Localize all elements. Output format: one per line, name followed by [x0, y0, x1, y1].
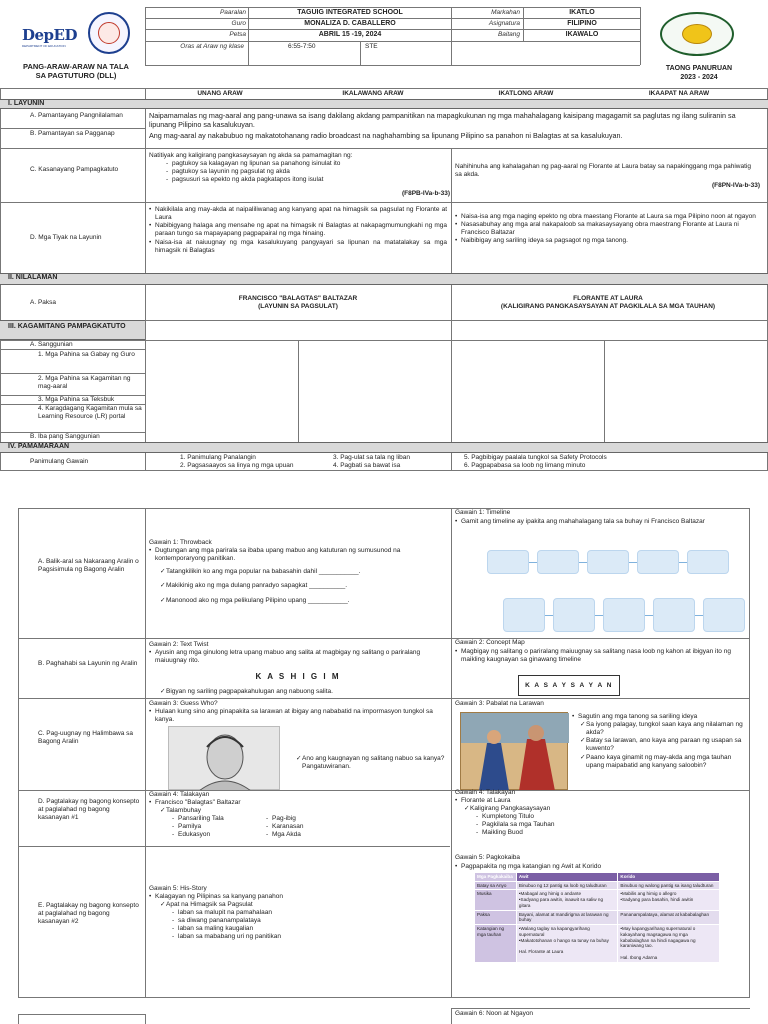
paksa-right-1: FLORANTE AT LAURA [573, 295, 643, 302]
g2-intro [149, 649, 439, 665]
deped-logo-sub: DEPARTMENT OF EDUCATION [22, 43, 66, 48]
petsa-value: ABRIL 15 -19, 2024 [318, 31, 382, 38]
panimula-item: 3. Pag-ulat sa tala ng liban [333, 454, 410, 461]
g5-list [172, 909, 372, 942]
portrait-sketch-icon [169, 727, 281, 791]
table-cell: Batay sa Anyo [475, 881, 517, 890]
panimula-item: 1. Panimulang Panalangin [180, 454, 256, 461]
g1-list [160, 565, 440, 608]
g5-sub-text: • Kalagayan ng Pilipinas sa kanyang panahon [149, 893, 439, 901]
table-cell: Pananampalataya, alamat at kababalaghan [618, 910, 720, 924]
c-left-intro: Natitiyak ang kaligirang pangkasaysayan ng akda sa pamamagitan ng: [149, 152, 353, 159]
r1-title: Gawain 1: Timeline [455, 509, 511, 516]
taon-label: TAONG PANURUAN [665, 65, 733, 72]
guro-label: Guro [231, 20, 246, 27]
dll-page-3 [0, 1008, 768, 1024]
table-row [475, 910, 720, 924]
timeline-box [537, 550, 579, 574]
r2-title: Gawain 2: Concept Map [455, 639, 525, 646]
r2-intro-text: • Magbigay ng salitang o pariralang maiuugnay sa salitang nasa loob ng kahon at ibigyan ito ng maikling kaugnayan sa ginawang timeline [455, 648, 745, 664]
g4-col1-item: - Edukasyon [172, 831, 262, 839]
r3-intro-text: • Sagutin ang mga tanong sa sariling ideya [572, 713, 748, 721]
taon-value: 2023 - 2024 [680, 74, 718, 81]
row-b-label: B. Pamantayan sa Pagganap [30, 130, 115, 137]
g5-check-text: ✓ Apat na Himagsik sa Pagsulat [160, 901, 360, 909]
r5-sub-text: • Pagpapakita ng mga katangian ng Awit at Korido [455, 863, 745, 871]
r1-intro-text: • Gamit ang timeline ay ipakita ang mahahalagang tala sa buhay ni Francisco Baltazar [455, 518, 745, 526]
p2-b-label: B. Paghahabi sa Layunin ng Aralin [38, 660, 138, 667]
g4-title: Gawain 4: Talakayan [149, 791, 210, 798]
g3-intro [149, 708, 439, 724]
table-cell: Awit [516, 873, 618, 882]
paksa-left-1: FRANCISCO "BALAGTAS" BALTAZAR [238, 295, 358, 302]
timeline-box [653, 598, 695, 632]
timeline-arrow-icon [679, 562, 687, 563]
r4-sub [455, 797, 745, 805]
c-left-item: - pagsusuri sa epekto ng akda pagkatapos itong isulat [166, 176, 446, 184]
r3-item: ✓ Batay sa larawan, ano kaya ang paraan ng usapan sa kuwento? [580, 737, 748, 753]
row-a-label: A. Pamantayang Pangnilalaman [30, 112, 123, 119]
timeline-arrow-icon [579, 562, 587, 563]
c-left-list [166, 160, 446, 184]
timeline-arrow-icon [595, 615, 603, 616]
r2-word: K A S A Y S A Y A N [525, 682, 613, 689]
dll-title-line1: PANG-ARAW-ARAW NA TALA [23, 62, 129, 71]
g5-item: - laban sa maling kaugalian [172, 925, 372, 933]
g3-question-text: ✓ Ano ang kaugnayan ng salitang nabuo sa kanya? Pangatuwiranan. [296, 755, 446, 771]
row-c-label: C. Kasanayang Pampagkatuto [30, 166, 119, 173]
day-2: IKALAWANG ARAW [342, 90, 404, 97]
table-cell: Musika [475, 890, 517, 910]
r4-item: - Maikling Buod [476, 829, 656, 837]
g4-col1-item: - Pansariling Tala [172, 815, 262, 823]
r3-title: Gawain 3: Pabalat na Larawan [455, 700, 544, 707]
g4-col2-item: - Karanasan [266, 823, 356, 831]
guro-value: MONALIZA D. CABALLERO [304, 20, 396, 27]
timeline-arrow-icon [629, 562, 637, 563]
panimula-item: 2. Pagsasaayos sa linya ng mga upuan [180, 462, 294, 469]
awit-korido-table [474, 872, 720, 963]
panimula-item: 6. Pagpapabasa sa loob ng limang minuto [464, 462, 586, 469]
r4-sub-text: • Florante at Laura [455, 797, 745, 805]
table-cell: Mga Pagkakaiba [475, 873, 517, 882]
deped-logo-text: DepED [22, 26, 77, 44]
florante-laura-cover [460, 712, 568, 790]
iba-label: B. Iba pang Sanggunian [30, 433, 100, 440]
table-cell: •Walang taglay na kapangyarihang supernatural •Makatotohanan o hango sa tunay na buhay Hal. Florante at Laura [516, 925, 618, 962]
g4-col2-item: - Pag-ibig [266, 815, 356, 823]
dll-page-2 [0, 508, 768, 998]
d-left-item: • Naisa-isa at naiuugnay ng mga kasalukuyang pangyayari sa lipunan na matatalakay sa mga himagsik ni Balagtas [149, 239, 447, 255]
section-kagamitan: III. KAGAMITANG PAMPAGKATUTO [0, 320, 145, 340]
table-cell: •Mabilis ang himig o allegro •Sadyang para basahin, hindi awitin [618, 890, 720, 910]
panimula-label: Panimulang Gawain [30, 458, 89, 465]
g1-item: ✓ Makikinig ako ng mga dulang panradyo sapagkat __________. [160, 579, 440, 593]
d-right-list [455, 213, 757, 246]
deped-seal-icon [88, 12, 130, 54]
g5-sub [149, 893, 439, 901]
p2-d-label: D. Pagtalakay ng bagong konsepto at paglalahad ng bagong kasanayan #1 [38, 798, 140, 822]
g2-check-text: ✓ Bigyan ng sariling pagpapakahulugan ang nabuong salita. [160, 688, 440, 696]
balagtas-portrait [168, 726, 280, 790]
g4-check [160, 807, 360, 815]
d-left-item: • Nabibigyang halaga ang mensahe ng apat na himagsik ni Balagtas at nakapagmumungkahi ng mga paraan tungo sa mapayapang pagpapairal ng mga hinaing. [149, 222, 447, 238]
g5-item: - sa diwang pananampalataya [172, 917, 372, 925]
d-right-item: • Nasasabuhay ang mga aral nakapaloob sa makasaysayang obra maestrang Florante at Laura ni Francisco Baltazar [455, 221, 757, 237]
row-b-text: Ang mag-aaral ay nakabubuo ng makatotohanang radio broadcast na naghahambing sa lipunang Pilipino sa panahon ni Balagtas at sa kasalukuyan. [149, 131, 623, 140]
g4-col2-item: - Mga Akda [266, 831, 356, 839]
p2-c-label: C. Pag-uugnay ng Halimbawa sa Bagong Aralin [38, 730, 134, 746]
table-row [475, 873, 720, 882]
g1-item: ✓ Manonood ako ng mga pelikulang Pilipino upang ___________. [160, 594, 440, 608]
baitang-label: Baitang [497, 31, 520, 38]
paksa-right-2: (KALIGIRANG PANGKASAYSAYAN AT PAGKILALA SA MGA TAUHAN) [500, 303, 716, 310]
school-seal-icon [660, 12, 734, 56]
g4-sub [149, 799, 439, 807]
paksa-left-2: (LAYUNIN SA PAGSULAT) [258, 303, 338, 310]
c-left-code: (F8PB-IVa-b-33) [401, 190, 450, 197]
row-d-label: D. Mga Tiyak na Layunin [30, 234, 102, 241]
r4-item: - Pagkilala sa mga Tauhan [476, 821, 656, 829]
g4-check-text: ✓ Talambuhay [160, 807, 360, 815]
d-left-list [149, 206, 447, 255]
dll-page-1 [0, 0, 768, 478]
paksa-label: A. Paksa [30, 299, 57, 306]
r3-item: ✓ Sa iyong palagay, tungkol saan kaya ang nilalaman ng akda? [580, 721, 748, 737]
section-layunin: I. LAYUNIN [0, 99, 768, 109]
oras-label: Oras at Araw ng klase [180, 43, 244, 50]
g1-item: ✓ Tatangkilikin ko ang mga popular na babasahin dahil ___________. [160, 565, 440, 579]
timeline-box [603, 598, 645, 632]
day-1: UNANG ARAW [197, 90, 243, 97]
r3-intro [572, 713, 748, 721]
panimula-item: 4. Pagbati sa bawat isa [333, 462, 401, 469]
r4-check-text: ✓ Kaligirang Pangkasaysayan [464, 805, 664, 813]
table-cell: •May kapangyarihang supernatural o kakayahang magsagawa ng mga kababalaghan na hindi nagagawa ng karaniwang tao. Hal. Ibong Adarna [618, 925, 720, 962]
timeline-box [637, 550, 679, 574]
day-4: IKAAPAT NA ARAW [648, 90, 710, 97]
table-cell: Binubuo ng 12 pantig sa loob ng taludturan [516, 881, 618, 890]
teksbuk-label: 3. Mga Pahina sa Teksbuk [38, 396, 115, 403]
section-pamamaraan: IV. PAMAMARAAN [0, 442, 768, 453]
g4-col2 [266, 815, 356, 839]
d-left-item: • Nakikilala ang may-akda at naipaliliwanag ang kanyang apat na himagsik sa pagsulat ng Florante at Laura [149, 206, 447, 222]
page-gap [0, 478, 768, 508]
g6-title: Gawain 6: Noon at Ngayon [455, 1010, 534, 1017]
c-left-item: - pagtukoy sa kalagayan ng lipunan sa panahong isinulat ito [166, 160, 446, 168]
g3-question [296, 755, 446, 771]
g3-intro-text: • Hulaan kung sino ang pinapakita sa larawan at ibigay ang nababatid na impormasyon tungkol sa kanya. [149, 708, 439, 724]
section-nilalaman: II. NILALAMAN [0, 273, 768, 285]
dll-title-line2: SA PAGTUTURO (DLL) [35, 71, 117, 80]
asignatura-value: FILIPINO [567, 20, 597, 27]
g1-intro [149, 547, 429, 563]
c-right-code: (F8PN-IVa-b-33) [711, 182, 760, 189]
g5-title: Gawain 5: His-Story [149, 885, 207, 892]
g4-sub-text: • Francisco "Balagtas" Baltazar [149, 799, 439, 807]
r5-title: Gawain 5: Pagkokaiba [455, 854, 521, 861]
g3-title: Gawain 3: Guess Who? [149, 700, 218, 707]
d-right-item: • Naibibigay ang sariling ideya sa pagsagot ng mga tanong. [455, 237, 757, 245]
g1-title: Gawain 1: Throwback [149, 539, 212, 546]
row-a-text: Naipamamalas ng mag-aaral ang pang-unawa sa isang dakilang akdang pampanitikan na mapagkukunan ng mga mahahalagang kaisipang magagamit sa paglutas ng ilang suliranin sa lipunang Pilipino sa kasalukuyan. [149, 111, 736, 129]
g5-check [160, 901, 360, 909]
seksyon-value: STE [365, 43, 378, 50]
baitang-value: IKAWALO [565, 31, 599, 38]
table-cell: Bayani, alamat at mandirigma at larawan ng buhay [516, 910, 618, 924]
c-right-text: Nahihinuha ang kahalagahan ng pag-aaral ng Florante at Laura batay sa napakinggang mga pahiwatig sa akda. [455, 163, 751, 179]
oras-value: 6:55-7:50 [288, 43, 316, 50]
day-3: IKATLONG ARAW [498, 90, 554, 97]
paaralan-value: TAGUIG INTEGRATED SCHOOL [297, 9, 403, 16]
karagdagang-label: 4. Karagdagang Kagamitan mula sa Learning Resource (LR) portal [38, 405, 142, 421]
r4-check [464, 805, 664, 813]
deped-logo [22, 26, 82, 48]
g1-intro-text: • Dugtungan ang mga parirala sa ibaba upang mabuo ang katuturan ng sumusunod na kontemporaryong panitikan. [149, 547, 429, 563]
table-row [475, 890, 720, 910]
timeline-box [487, 550, 529, 574]
table-row [475, 881, 720, 890]
table-cell: Paksa [475, 910, 517, 924]
timeline-box [687, 550, 729, 574]
petsa-label: Petsa [229, 31, 246, 38]
timeline-arrow-icon [695, 615, 703, 616]
c-left-item: - pagtukoy sa layunin ng pagsulat ng akda [166, 168, 446, 176]
markahan-value: IKATLO [569, 9, 595, 16]
asignatura-label: Asignatura [488, 20, 520, 27]
g4-col1-item: - Pamilya [172, 823, 262, 831]
d-right-item: • Naisa-isa ang mga naging epekto ng obra maestang Florante at Laura sa mga Pilipino noon at ngayon [455, 213, 757, 221]
paaralan-label: Paaralan [219, 9, 246, 16]
table-row [475, 925, 720, 962]
g2-check [160, 688, 440, 696]
r5-sub [455, 863, 745, 871]
timeline-box [553, 598, 595, 632]
r3-list [580, 721, 748, 770]
table-cell: •Mabagal ang himig o andante •Sadyang para awitin, inaawit sa saliw ng gitara [516, 890, 618, 910]
sanggunian-label: A. Sanggunian [30, 341, 73, 348]
r1-intro [455, 518, 745, 526]
r4-item: - Kumpletong Titulo [476, 813, 656, 821]
cover-painting-icon [461, 713, 569, 791]
g2-word: K A S H I G I M [255, 672, 341, 681]
r2-intro [455, 648, 745, 664]
g2-title: Gawain 2: Text Twist [149, 641, 209, 648]
table-cell: Binubuo ng walong pantig sa isang taludturan [618, 881, 720, 890]
r3-item: ✓ Paano kaya ginamit ng may-akda ang mga tauhan upang maipabatid ang kanyang saloobin? [580, 754, 748, 770]
g4-col1 [172, 815, 262, 839]
timeline-box [587, 550, 629, 574]
p2-e-label: E. Pagtalakay ng bagong konsepto at paglalahad ng bagong kasanayan #2 [38, 902, 139, 926]
r4-title: Gawain 4: Talakayan [455, 789, 516, 796]
timeline-arrow-icon [545, 615, 553, 616]
panimula-item: 5. Pagbibigay paalala tungkol sa Safety Protocols [464, 454, 607, 461]
timeline-box [703, 598, 745, 632]
table-cell: Katangian ng mga tauhan [475, 925, 517, 962]
r4-list [476, 813, 656, 837]
timeline-arrow-icon [645, 615, 653, 616]
g2-intro-text: • Ayusin ang mga ginulong letra upang mabuo ang salita at magbigay ng salitang o pariralang maiuugnay rito. [149, 649, 439, 665]
table-cell: Korido [618, 873, 720, 882]
markahan-label: Markahan [491, 9, 520, 16]
g5-item: - laban sa mababang uri ng panitikan [172, 933, 372, 941]
kagamitan-label: 2. Mga Pahina sa Kagamitan ng mag-aaral [38, 375, 131, 391]
p2-a-label: A. Balik-aral sa Nakaraang Aralin o Pagsisimula ng Bagong Aralin [38, 558, 139, 574]
timeline-box [503, 598, 545, 632]
gabay-label: 1. Mga Pahina sa Gabay ng Guro [38, 351, 135, 358]
g5-item: - laban sa malupit na pamahalaan [172, 909, 372, 917]
timeline-arrow-icon [529, 562, 537, 563]
